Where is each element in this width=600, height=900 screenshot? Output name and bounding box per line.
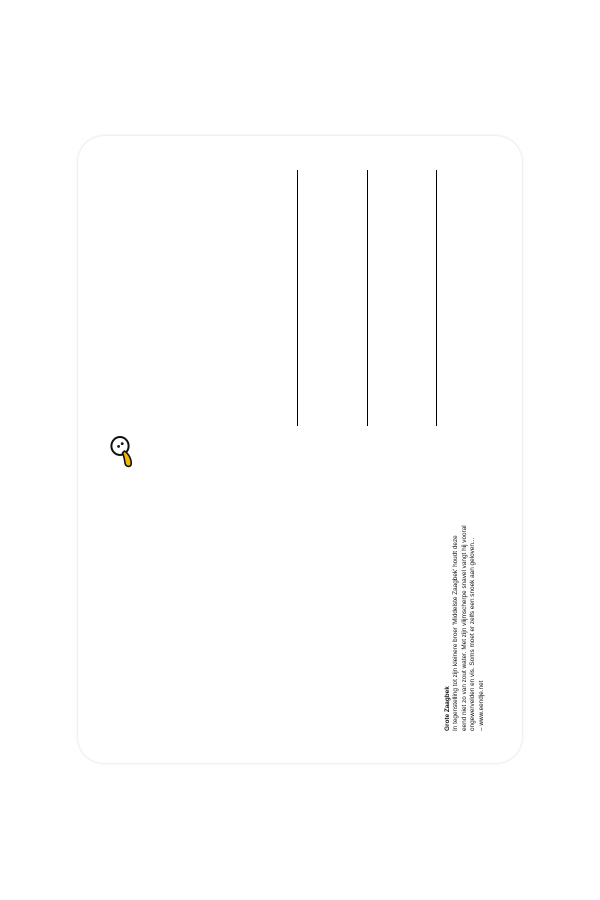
caption-line: eend niet zo van zout water. Met zijn vlijmscherpe snavel vangt hij vooral <box>460 525 468 731</box>
caption-line: ongewervelden en vis. Soms moet er zelfs een snoek aan geloven... <box>469 537 477 731</box>
postcard <box>78 136 522 763</box>
address-line <box>297 170 298 426</box>
caption-line: In tegenstelling tot zijn kleinere broer 'Middelste Zaagbek' houdt deze <box>452 535 460 731</box>
species-caption <box>444 491 486 731</box>
address-line <box>367 170 368 426</box>
duck-head-icon <box>110 434 136 468</box>
caption-title: Grote Zaagbek <box>444 686 451 731</box>
address-line <box>436 170 437 426</box>
caption-website: – www.eendje.net <box>477 680 485 731</box>
